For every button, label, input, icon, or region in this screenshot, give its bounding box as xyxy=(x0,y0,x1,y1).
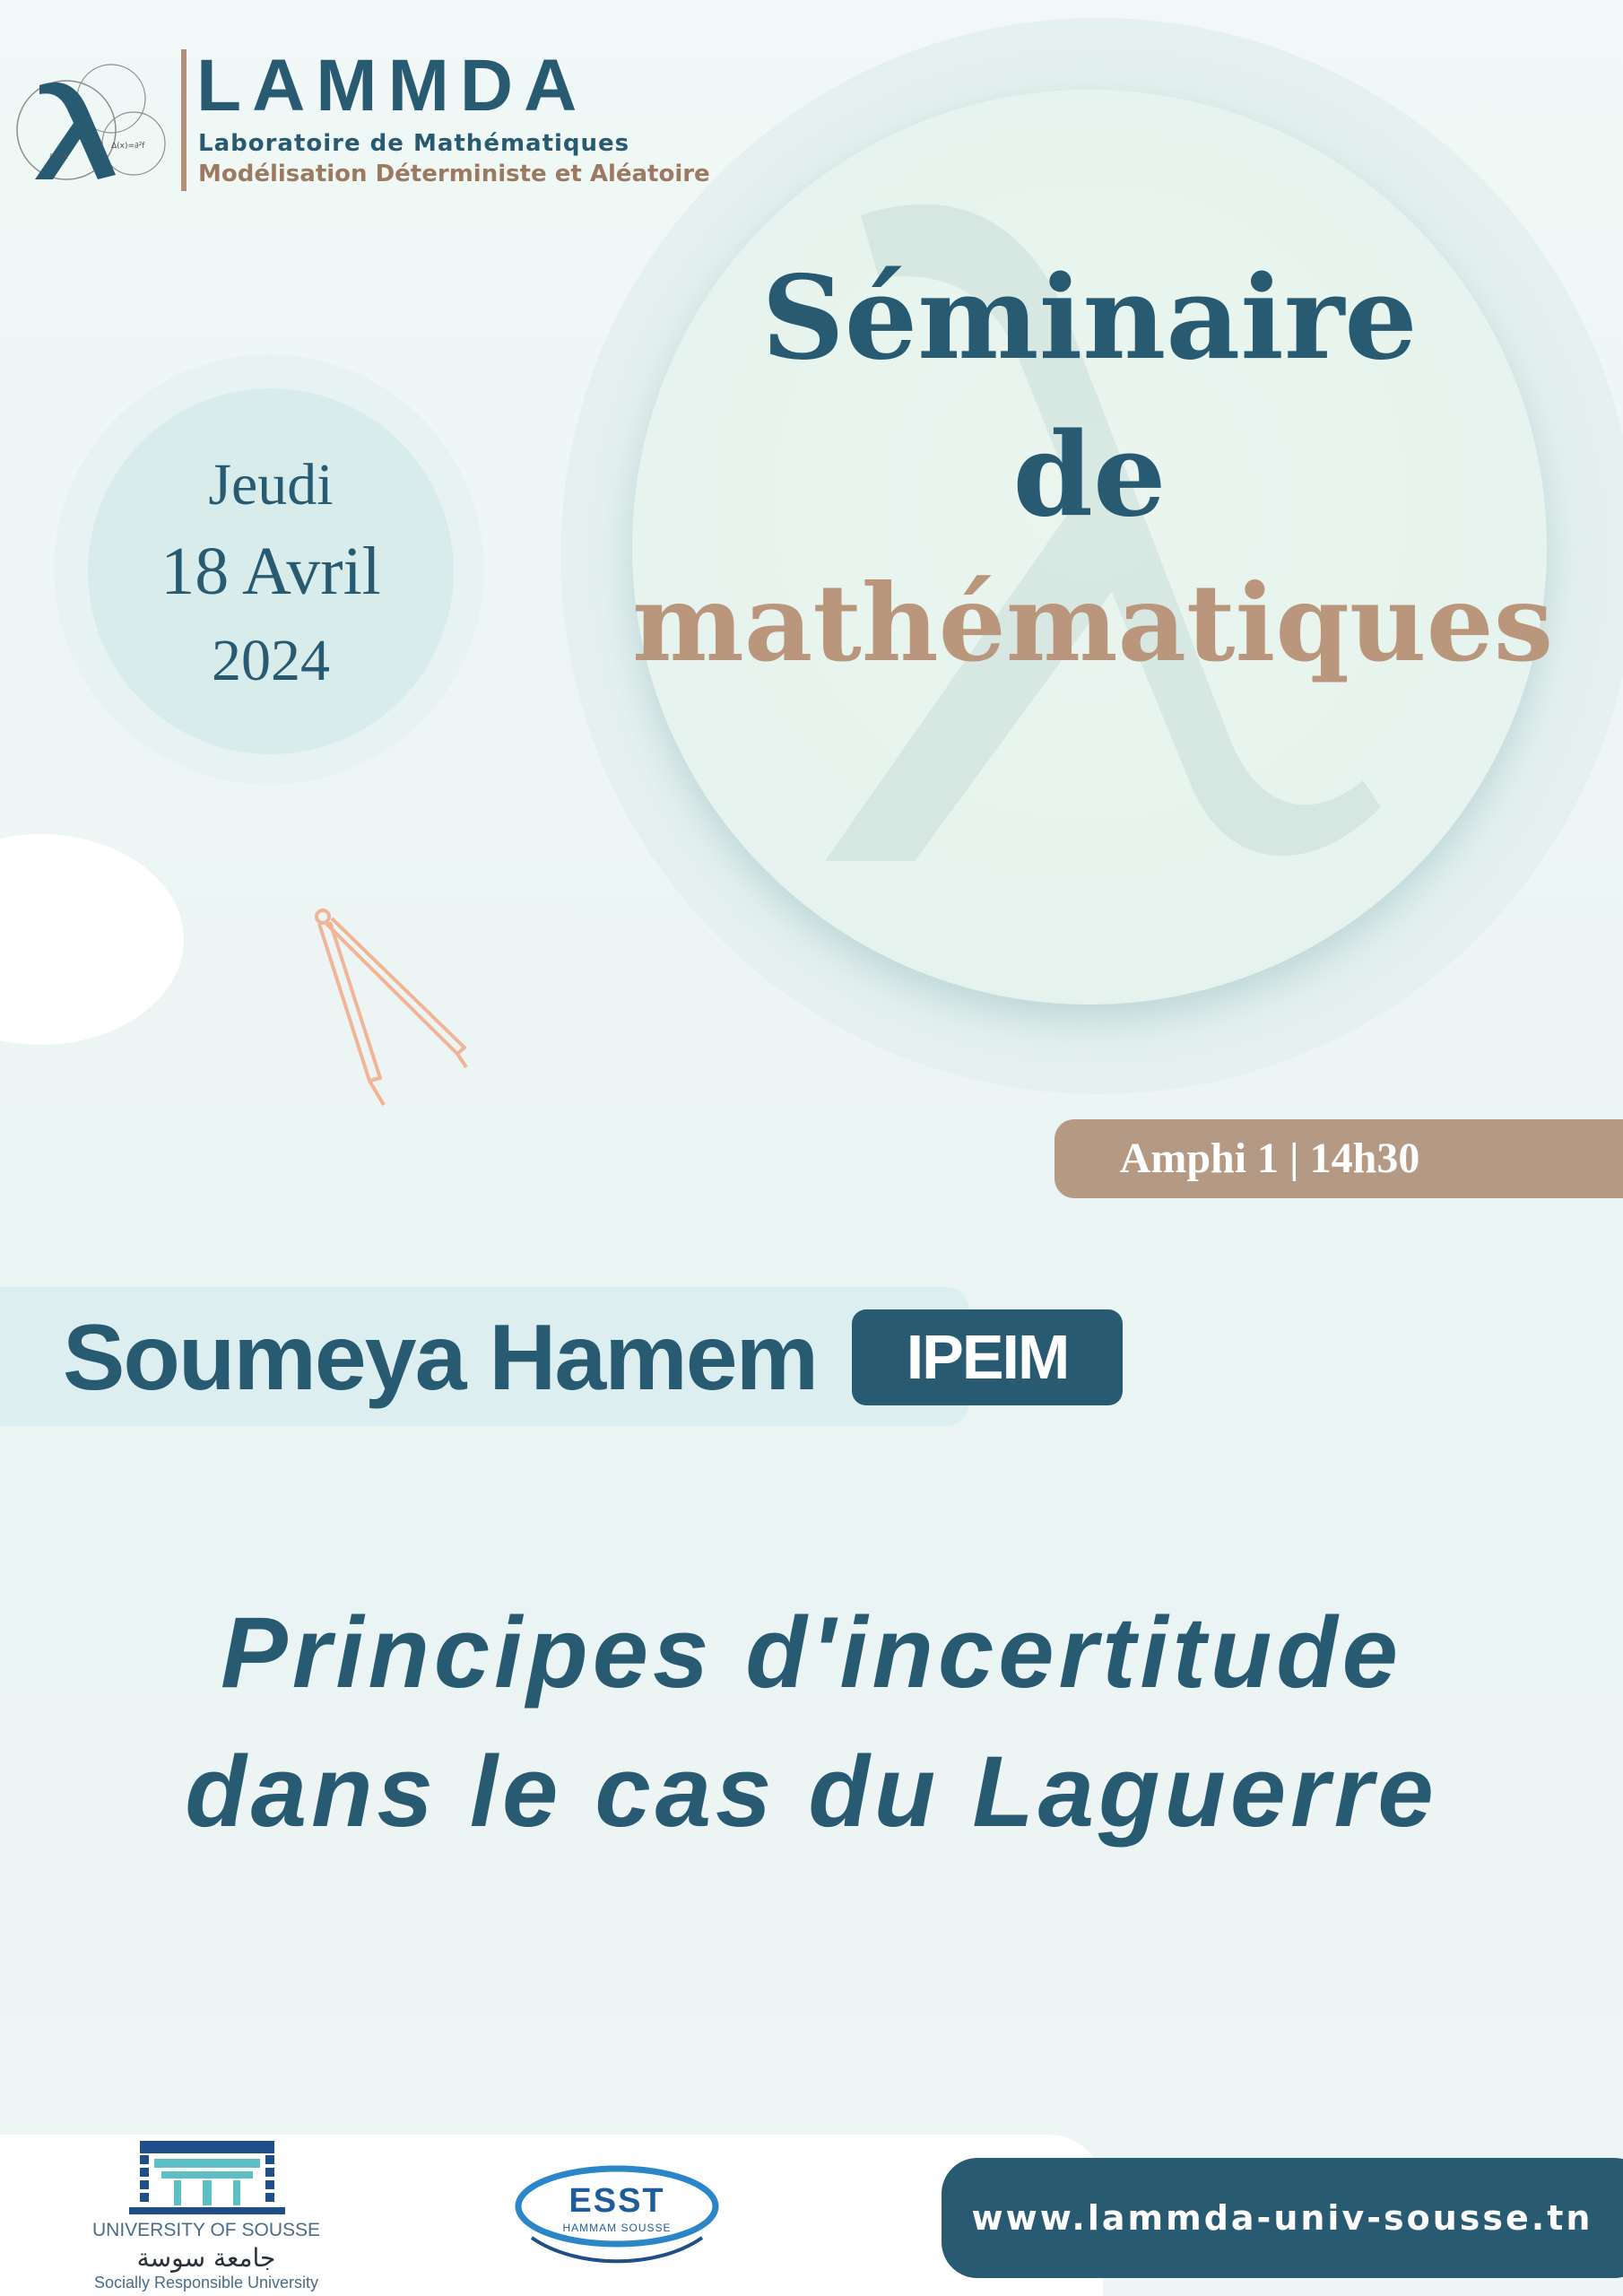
website-link[interactable]: www.lammda-univ-sousse.tn xyxy=(971,2198,1593,2238)
seminar-title-line-2: de xyxy=(1012,408,1167,543)
seminar-heading xyxy=(632,251,1554,691)
talk-title-line-2: dans le cas du Laguerre xyxy=(185,1735,1438,1848)
compass-icon xyxy=(305,906,484,1112)
esst-logo-subtext: HAMMAM SOUSSE xyxy=(562,2222,672,2234)
university-tagline: Socially Responsible University xyxy=(93,2274,319,2292)
date-day-month: 18 Avril xyxy=(161,534,381,609)
university-arabic-name: جامعة سوسة xyxy=(136,2243,276,2273)
speaker-name: Soumeya Hamem xyxy=(63,1306,818,1410)
university-building-icon xyxy=(122,2139,292,2218)
speaker-affiliation-badge: IPEIM xyxy=(852,1309,1123,1405)
university-name: UNIVERSITY OF SOUSSE xyxy=(92,2220,320,2240)
date-year: 2024 xyxy=(212,628,330,693)
logo-title: LAMMDA xyxy=(196,45,588,126)
logo-divider xyxy=(181,49,187,191)
seminar-title-line-1: Séminaire xyxy=(761,251,1418,386)
lambda-logo-icon xyxy=(13,58,174,193)
event-date xyxy=(88,444,454,706)
talk-title-line-1: Principes d'incertitude xyxy=(221,1596,1402,1709)
logo-subtitle-2: Modélisation Déterministe et Aléatoire xyxy=(198,161,710,187)
date-weekday: Jeudi xyxy=(208,452,334,517)
venue-text: Amphi 1 | 14h30 xyxy=(1119,1135,1420,1182)
university-logo xyxy=(90,2139,323,2292)
seminar-title-line-3: mathématiques xyxy=(632,561,1554,685)
lammda-logo xyxy=(13,45,710,193)
svg-text:∫ f dx: ∫ f dx xyxy=(48,152,68,161)
decor-white-circle xyxy=(0,834,184,1045)
esst-logo xyxy=(505,2157,729,2274)
svg-text:Δ(x)=∂²f: Δ(x)=∂²f xyxy=(111,142,145,151)
esst-logo-text: ESST xyxy=(568,2182,665,2220)
logo-subtitle-1: Laboratoire de Mathématiques xyxy=(198,130,630,157)
talk-title xyxy=(54,1583,1569,1861)
